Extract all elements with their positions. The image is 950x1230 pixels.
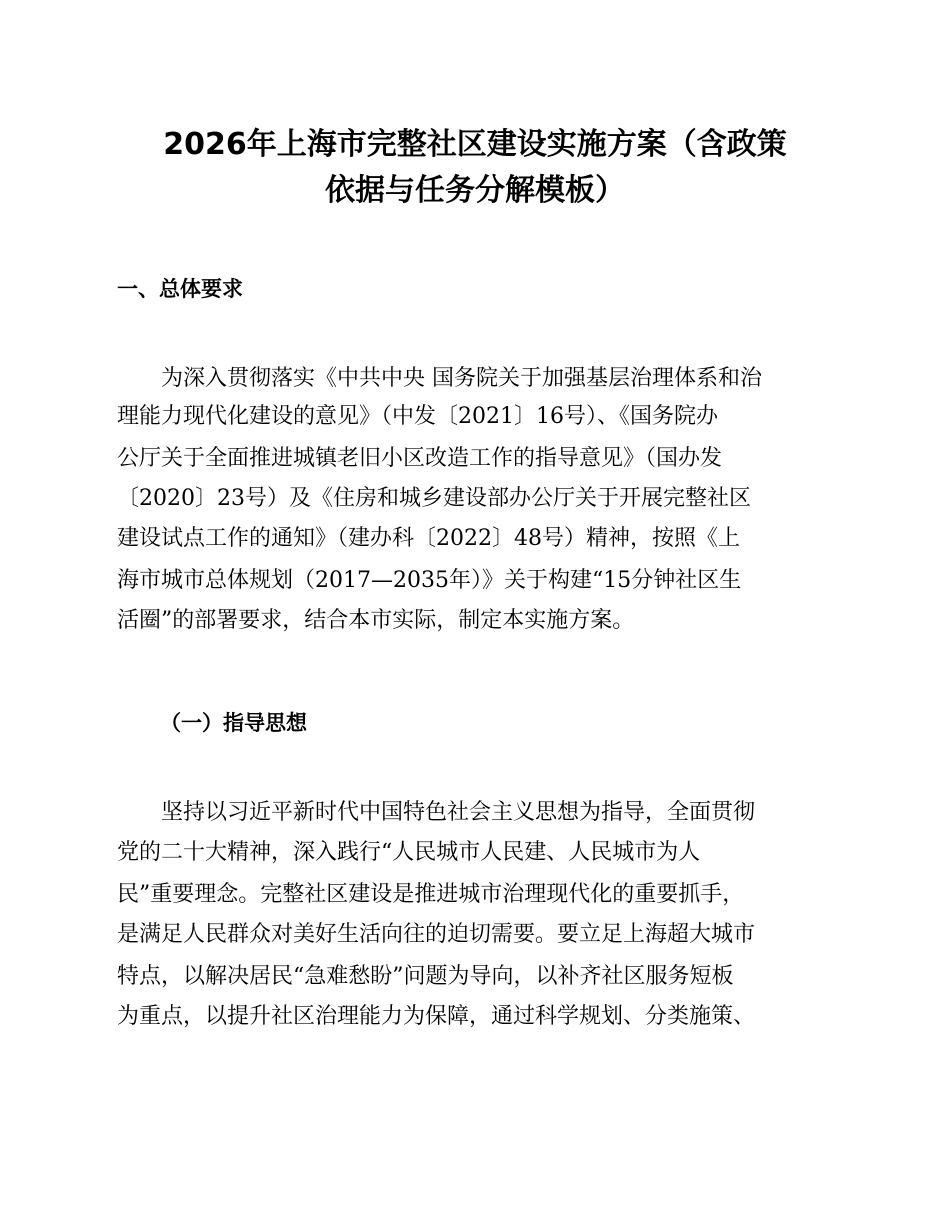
paragraph-line: 理能力现代化建设的意见》（中发〔2021〕16号）、《国务院办 [117, 404, 718, 429]
subsection-heading-guiding-ideology: （一）指导思想 [160, 711, 307, 735]
paragraph-line: 特点，以解决居民“急难愁盼”问题为导向，以补齐社区服务短板 [117, 964, 734, 989]
paragraph-line: 海市城市总体规划（2017—2035年）》关于构建“15分钟社区生 [117, 568, 742, 593]
paragraph-line: 为深入贯彻落实《中共中央 国务院关于加强基层治理体系和治 [117, 366, 762, 391]
document-title-line-2: 依据与任务分解模板） [325, 173, 625, 208]
paragraph-line: 公厅关于全面推进城镇老旧小区改造工作的指导意见》（国办发 [117, 446, 723, 471]
paragraph-line: 活圈”的部署要求，结合本市实际，制定本实施方案。 [117, 608, 635, 633]
paragraph-line: 党的二十大精神，深入践行“人民城市人民建、人民城市为人 [117, 840, 701, 865]
paragraph-line: 是满足人民群众对美好生活向往的迫切需要。要立足上海超大城市 [117, 922, 756, 947]
paragraph-line: 为重点，以提升社区治理能力为保障，通过科学规划、分类施策、 [117, 1004, 756, 1029]
paragraph-line: 坚持以习近平新时代中国特色社会主义思想为指导，全面贯彻 [117, 800, 756, 825]
paragraph-line: 民”重要理念。完整社区建设是推进城市治理现代化的重要抓手， [117, 882, 745, 907]
document-title-line-1: 2026年上海市完整社区建设实施方案（含政策 [163, 127, 787, 162]
section-heading-general-requirements: 一、总体要求 [117, 277, 243, 301]
paragraph-line: 建设试点工作的通知》（建办科〔2022〕48号）精神，按照《上 [117, 526, 740, 551]
paragraph-line: 〔2020〕23号）及《住房和城乡建设部办公厅关于开展完整社区 [117, 486, 751, 511]
